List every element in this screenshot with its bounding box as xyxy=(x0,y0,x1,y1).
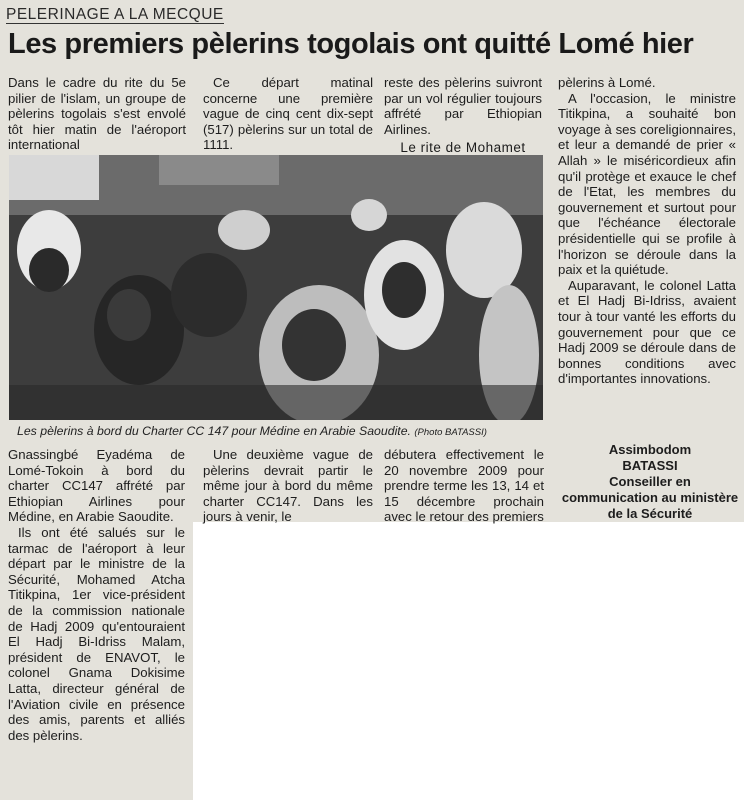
column-3-bottom: débutera effectivement le 20 novembre 2009 pour prendre terme les 13, 14 et 15 décembre prochain avec le retour des premiers xyxy=(384,447,544,525)
subhead: Le rite de Mohamet xyxy=(400,140,526,156)
column-2-top: Ce départ matinal concerne une première vague de cinq cent dix-sept (517) pèlerins sur un total de 1111. xyxy=(203,75,373,153)
column-2-bottom: Une deuxième vague de pèlerins devrait partir le même jour à bord du même charter CC147. Dans les jours à venir, le xyxy=(203,447,373,525)
author-title: Conseiller en communication au ministère de la Sécurité xyxy=(561,474,739,521)
column-1-top: Dans le cadre du rite du 5e pilier de l'islam, un groupe de pèlerins togolais s'est envolé tôt hier matin de l'aéroport international xyxy=(8,75,186,153)
pilgrims-photo xyxy=(9,155,543,420)
column-3-top: reste des pèlerins suivront par un vol régulier toujours affrété par Ethiopian Airlines. Le rite de Mohamet xyxy=(384,75,542,156)
column-4: pèlerins à Lomé. A l'occasion, le ministre Titikpina, a souhaité bon voyage à ses coreligionnaires, et leur a demandé de prier « Allah » le miséricordieux afin qu'il protège et exauce le chef de l'Etat, les membres du gouvernement et surtout pour que l'échéance électorale présidentielle qui se profile à l'horizon se déroule dans la paix et la quiétude. Auparavant, le colonel Latta et El Hadj Bi-Idriss, avaient tour à tour vanté les efforts du gouvernement pour que ce Hadj 2009 se déroule dans de bonnes conditions avec d'importantes innovations. xyxy=(558,75,736,387)
author-surname: BATASSI xyxy=(622,458,678,473)
headline: Les premiers pèlerins togolais ont quitté Lomé hier xyxy=(8,28,694,60)
photo-caption: Les pèlerins à bord du Charter CC 147 pour Médine en Arabie Saoudite. (Photo BATASSI) xyxy=(17,424,487,438)
author-name: Assimbodom xyxy=(608,442,692,457)
photo-illustration xyxy=(9,155,543,420)
photo-credit: (Photo BATASSI) xyxy=(414,427,487,438)
column-1-bottom: Gnassingbé Eyadéma de Lomé-Tokoin à bord du charter CC147 affrété par Ethiopian Airlines pour Médine, en Arabie Saoudite. Ils ont été salués sur le tarmac de l'aéroport à leur départ par le ministre de la Sécurité, Mohamed Atcha Titikpina, 1er vice-président de la commission nationale de Hadj 2009 qu'entouraient El Hadj Bi-Idriss Malam, président de ENAVOT, le colonel Gnama Dokisime Latta, directeur général de l'Aviation civile en présence des amis, parents et alliés des pèlerins. xyxy=(8,447,185,743)
kicker: PELERINAGE A LA MECQUE xyxy=(6,6,224,23)
author-signature xyxy=(560,442,740,522)
